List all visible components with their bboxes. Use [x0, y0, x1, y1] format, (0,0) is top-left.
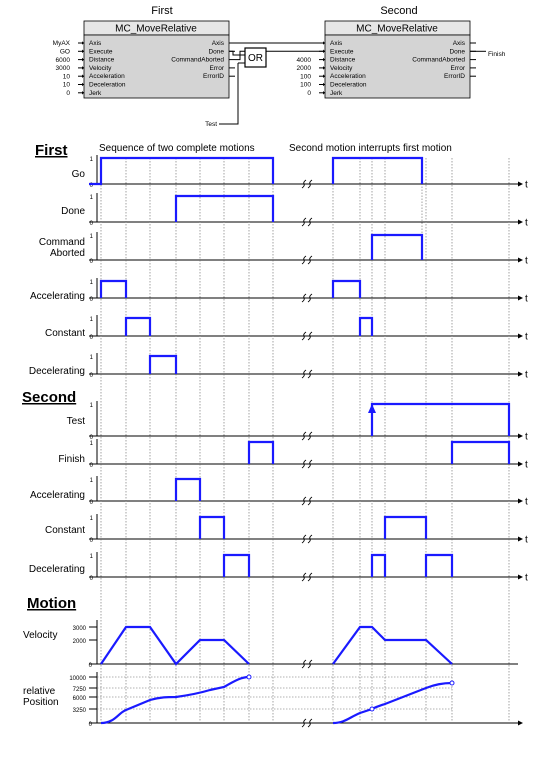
level-hi-label: 1: [89, 441, 93, 447]
fb-name: MC_MoveRelative: [115, 23, 197, 35]
position-tick: 0: [88, 722, 92, 728]
fb-output-pin-label: Error: [209, 64, 224, 72]
fb-output-pin-label: CommandAborted: [171, 56, 224, 64]
decel2-waveform-2: [372, 555, 385, 577]
fb-input-pin-label: Distance: [89, 56, 115, 64]
go-waveform-2: [333, 158, 422, 184]
time-label: t: [525, 369, 528, 381]
signal-label: Test: [66, 416, 85, 427]
position-end-marker: [247, 675, 251, 679]
accel1-waveform-2: [333, 281, 360, 298]
const2-waveform-1: [200, 517, 224, 539]
time-axis-arrow-icon: [518, 182, 523, 187]
fb-output-pin-label: Done: [449, 48, 465, 56]
time-axis-arrow-icon: [518, 462, 523, 467]
signal-label: [39, 237, 85, 259]
fb-output-pin-label: Done: [208, 48, 224, 56]
position-label-line: Position: [23, 697, 59, 708]
fb-name: MC_MoveRelative: [356, 23, 438, 35]
time-axis-arrow-icon: [518, 220, 523, 225]
fb-input-pin-label: Axis: [89, 40, 102, 47]
position-curve-1: [101, 677, 249, 723]
caption-left: Sequence of two complete motions: [99, 143, 255, 154]
done-waveform: [176, 196, 273, 222]
caption-right: Second motion interrupts first motion: [289, 143, 452, 154]
input-value: 3000: [55, 65, 70, 73]
fb-input-pin-label: Velocity: [330, 64, 353, 72]
time-label: t: [525, 534, 528, 546]
signal-label: Decelerating: [28, 564, 85, 575]
input-value: 0: [307, 90, 311, 97]
velocity-tick: 3000: [72, 626, 86, 632]
time-label: t: [525, 217, 528, 229]
heading-first: First: [35, 142, 68, 159]
test-waveform: [372, 404, 509, 436]
fb-input-pin-label: Acceleration: [330, 73, 366, 81]
level-lo-label: 0: [89, 221, 93, 227]
go-waveform-1: [89, 158, 273, 184]
accel2-waveform: [176, 479, 200, 501]
fb-input-pin-label: Axis: [330, 40, 343, 47]
input-value: 100: [300, 73, 311, 81]
fb-output-pin-label: ErrorID: [203, 73, 224, 81]
level-hi-label: 1: [89, 554, 93, 560]
decel1-waveform: [150, 356, 176, 374]
position-tick: 6000: [72, 696, 86, 702]
time-label: t: [525, 496, 528, 508]
level-hi-label: 1: [89, 403, 93, 409]
time-axis-arrow-icon: [518, 258, 523, 263]
position-tick: 10000: [69, 676, 86, 682]
accel1-waveform-1: [101, 281, 126, 298]
input-value: 10: [62, 81, 70, 89]
time-label: t: [525, 293, 528, 305]
time-label: t: [525, 179, 528, 191]
time-label: t: [525, 459, 528, 471]
command-aborted-waveform: [372, 235, 422, 260]
fb-input-pin-label: Jerk: [330, 89, 343, 97]
signal-label-line: Command: [38, 237, 85, 248]
level-hi-label: 1: [89, 280, 93, 286]
signal-label: Finish: [58, 454, 85, 465]
finish-waveform-2: [452, 442, 509, 464]
or-gate-label: OR: [248, 53, 263, 64]
time-axis-arrow-icon: [518, 296, 523, 301]
velocity-label-line: Velocity: [23, 630, 58, 641]
signal-label: Constant: [44, 328, 85, 339]
level-hi-label: 1: [89, 234, 93, 240]
fb-input-pin-label: Execute: [330, 48, 354, 56]
const2-waveform-2: [385, 517, 426, 539]
fb-input-pin-label: Deceleration: [89, 81, 126, 89]
fb-input-pin-label: Jerk: [89, 89, 102, 97]
level-hi-label: 1: [89, 195, 93, 201]
fb-output-pin-label: Error: [450, 64, 465, 72]
level-lo-label: 0: [89, 463, 93, 469]
level-lo-label: 0: [89, 576, 93, 582]
finish-waveform-1: [249, 442, 273, 464]
heading-second: Second: [22, 389, 77, 406]
position-tick: 7250: [72, 687, 86, 693]
signal-label: Accelerating: [29, 291, 85, 302]
input-value: 100: [300, 81, 311, 89]
level-hi-label: 1: [89, 355, 93, 361]
velocity-tick: 2000: [72, 639, 86, 645]
fb-input-pin-label: Deceleration: [330, 81, 367, 89]
input-value: 2000: [296, 65, 311, 73]
heading-motion: Motion: [27, 595, 77, 612]
level-hi-label: 1: [89, 516, 93, 522]
time-axis-arrow-icon: [518, 537, 523, 542]
decel2-waveform-3: [426, 555, 452, 577]
signal-label: Go: [71, 169, 85, 180]
input-value: 4000: [296, 56, 311, 64]
fb-input-pin-label: Distance: [330, 56, 356, 64]
signal-label-line: Aborted: [49, 248, 85, 259]
position-curve-2: [333, 683, 452, 723]
done-to-or-wire: [229, 51, 245, 55]
position-label: [23, 686, 59, 708]
time-axis-arrow-icon: [518, 575, 523, 580]
time-axis-arrow-icon: [518, 334, 523, 339]
level-lo-label: 0: [89, 183, 93, 189]
level-lo-label: 0: [89, 500, 93, 506]
fb-output-pin-label: Axis: [211, 40, 224, 47]
fb-output-pin-label: ErrorID: [444, 73, 465, 81]
position-tick: 3250: [72, 708, 86, 714]
position-end-marker: [450, 681, 454, 685]
signal-label: Constant: [44, 525, 85, 536]
time-label: t: [525, 331, 528, 343]
fb-output-pin-label: CommandAborted: [412, 56, 465, 64]
level-lo-label: 0: [89, 335, 93, 341]
time-axis-arrow-icon: [518, 372, 523, 377]
time-axis-arrow-icon: [518, 721, 523, 726]
input-value: 0: [66, 90, 70, 97]
time-label: t: [525, 572, 528, 584]
decel2-waveform-1: [224, 555, 249, 577]
level-lo-label: 0: [89, 373, 93, 379]
fb-output-pin-label: Axis: [452, 40, 465, 47]
time-axis-arrow-icon: [518, 499, 523, 504]
time-label: t: [525, 431, 528, 443]
velocity-curve-1: [101, 627, 249, 664]
fb-input-pin-label: Velocity: [89, 64, 112, 72]
level-hi-label: 1: [89, 478, 93, 484]
level-hi-label: 1: [89, 157, 93, 163]
input-value: GO: [59, 48, 70, 56]
velocity-tick: 0: [88, 663, 92, 669]
test-trigger-arrow-icon: [368, 404, 376, 413]
test-input-label: Test: [205, 121, 217, 128]
const1-waveform-2: [360, 318, 372, 336]
fb-second-caption: Second: [380, 5, 418, 17]
signal-label: Decelerating: [28, 366, 85, 377]
const1-waveform-1: [126, 318, 150, 336]
level-hi-label: 1: [89, 317, 93, 323]
position-label-line: relative: [23, 686, 56, 697]
signal-label: Done: [61, 206, 85, 217]
time-axis-arrow-icon: [518, 434, 523, 439]
finish-output-label: Finish: [488, 51, 506, 58]
fb-first-caption: First: [151, 5, 173, 17]
level-lo-label: 0: [89, 297, 93, 303]
signal-label: Accelerating: [29, 490, 85, 501]
velocity-label: [23, 630, 57, 641]
level-lo-label: 0: [89, 538, 93, 544]
velocity-curve-2: [333, 627, 452, 664]
level-lo-label: 0: [89, 435, 93, 441]
input-value: 6000: [55, 56, 70, 64]
level-lo-label: 0: [89, 259, 93, 265]
input-value: 10: [62, 73, 70, 81]
input-value: MyAX: [52, 40, 70, 48]
position-interrupt-marker: [370, 707, 374, 711]
time-label: t: [525, 255, 528, 267]
fb-input-pin-label: Execute: [89, 48, 113, 56]
fb-input-pin-label: Acceleration: [89, 73, 125, 81]
